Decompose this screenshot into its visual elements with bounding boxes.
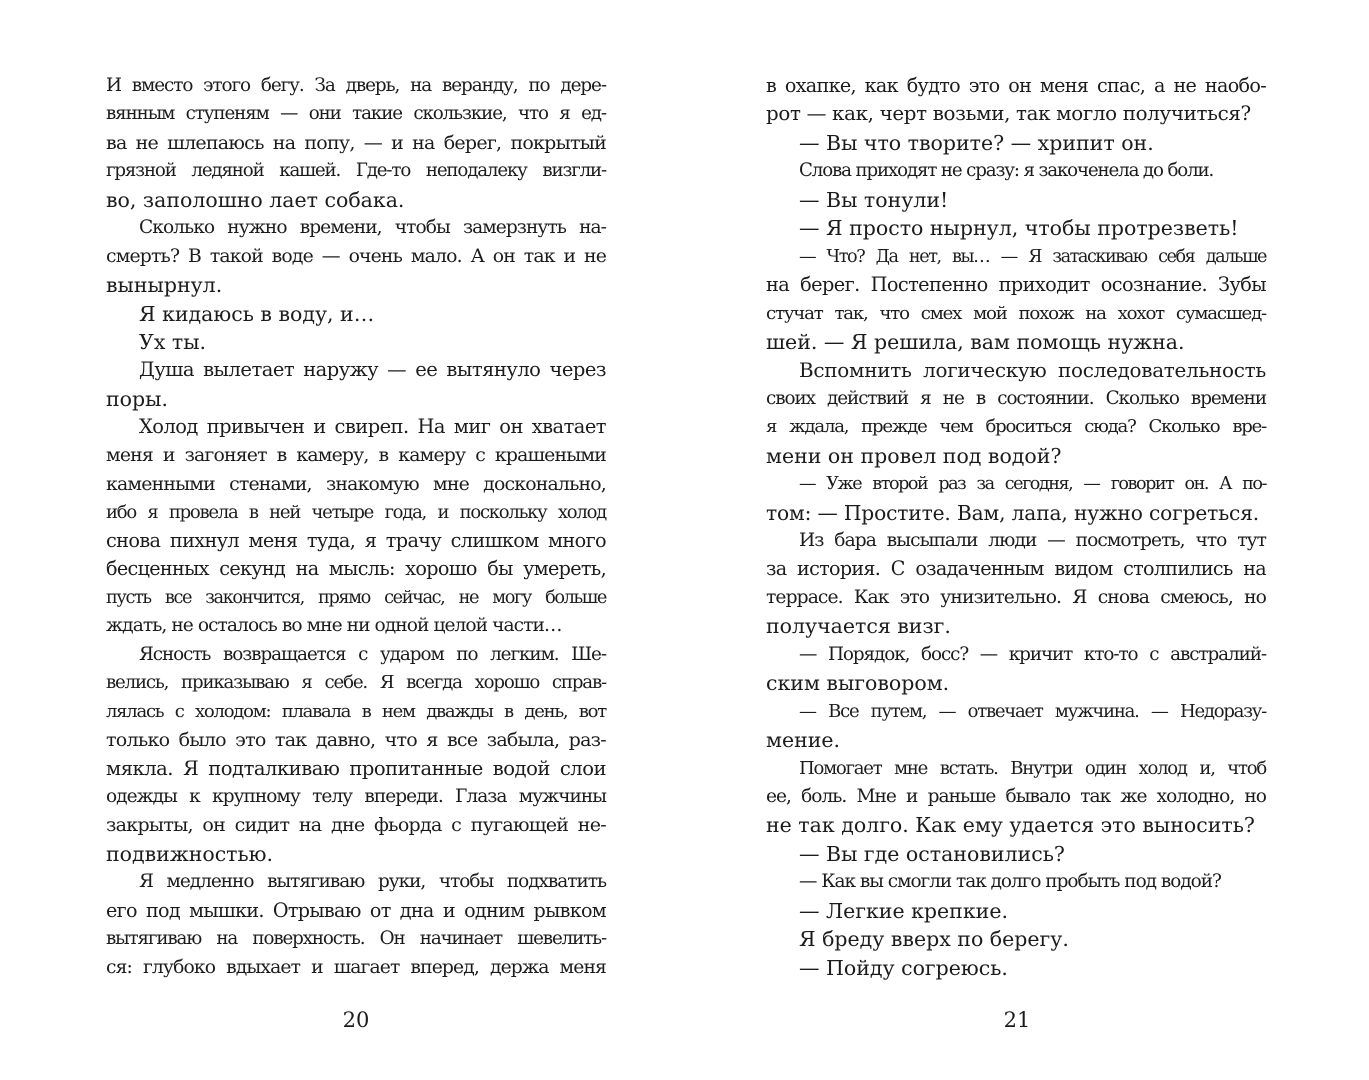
text-line: лялась с холодом: плавала в нем дважды в день, вот (106, 700, 606, 722)
text-line: вынырнул. (106, 273, 223, 298)
text-line: каменными стенами, знакомую мне досконально, (106, 473, 606, 496)
right-page (766, 72, 1266, 982)
right-page-number: 21 (1003, 1008, 1031, 1032)
text-line: ждать, не осталось во мне ни одной целой части… (106, 615, 562, 637)
text-line: Я бреду вверх по берегу. (799, 927, 1069, 952)
text-line: мение. (766, 728, 841, 753)
text-line: террасе. Как это унизительно. Я снова смеюсь, но (766, 586, 1266, 608)
text-line: мякла. Я подталкиваю пропитанные водой слои (106, 756, 606, 780)
text-line: Помогает мне встать. Внутри один холод и, чтоб (799, 757, 1266, 779)
text-line: Ух ты. (139, 329, 207, 354)
text-line: Я кидаюсь в воду, и… (139, 301, 375, 326)
text-line: — Уже второй раз за сегодня, — говорит он. А по- (799, 474, 1266, 495)
text-line: Холод привычен и свиреп. На миг он хватает (139, 415, 606, 439)
text-line: Вспомнить логическую последовательность (799, 358, 1266, 383)
text-line: Сколько нужно времени, чтобы замерзнуть на- (139, 217, 606, 239)
text-line: я ждала, прежде чем броситься сюда? Сколько вре- (766, 416, 1266, 438)
text-line: во, заполошно лает собака. (106, 187, 405, 212)
text-line: подвижностью. (106, 841, 274, 866)
text-line: Я медленно вытягиваю руки, чтобы подхватить (139, 871, 606, 893)
text-line: получается визг. (766, 614, 951, 639)
text-line: Душа вылетает наружу — ее вытянуло через (139, 358, 606, 382)
text-line: грязной ледяной кашей. Где-то неподалеку визгли- (106, 160, 606, 182)
text-line: — Что? Да нет, вы… — Я затаскиваю себя дальше (799, 246, 1266, 267)
text-line: ся: глубоко вдыхает и шагает вперед, держа меня (106, 956, 606, 978)
text-line: меня и загоняет в камеру, в камеру с крашеными (106, 444, 606, 466)
text-line: смерть? В такой воде — очень мало. А он так и не (106, 245, 606, 267)
text-line: закрыты, он сидит на дне фьорда с пугающей не- (106, 814, 606, 837)
text-line: Слова приходят не сразу: я закоченела до боли. (799, 160, 1214, 182)
text-line: вянным ступеням — они такие скользкие, что я ед- (106, 103, 606, 125)
text-line: бесценных секунд на мысль: хорошо бы умереть, (106, 557, 606, 581)
text-line: — Я просто нырнул, чтобы протрезветь! (799, 216, 1239, 241)
text-line: за история. С озадаченным видом столпились на (766, 557, 1266, 581)
text-line: — Легкие крепкие. (799, 898, 1008, 923)
text-line: — Порядок, босс? — кричит кто-то с австралий- (799, 643, 1266, 665)
text-line: пусть все закончится, прямо сейчас, не могу больше (106, 587, 606, 608)
left-page (106, 72, 606, 982)
text-line: ибо я провела в ней четыре года, и поскольку холод (106, 501, 606, 523)
text-line: шей. — Я решила, вам помощь нужна. (766, 329, 1185, 354)
left-page-number: 20 (342, 1008, 370, 1032)
text-line: — Вы где остановились? (799, 841, 1065, 866)
text-line: том: — Простите. Вам, лапа, нужно согреться. (766, 500, 1260, 525)
text-line: не так долго. Как ему удается это выносить? (766, 813, 1255, 838)
text-line: ва не шлепаюсь на попу, — и на берег, покрытый (106, 131, 606, 154)
text-line: вытягиваю на поверхность. Он начинает шевелить- (106, 928, 606, 950)
text-line: — Вы что творите? — хрипит он. (799, 130, 1154, 155)
text-line: ским выговором. (766, 671, 950, 696)
text-line: поры. (106, 386, 168, 411)
text-line: стучат так, что смех мой похож на хохот сумасшед- (766, 302, 1266, 324)
text-line: в охапке, как будто это он меня спас, а не наобо- (766, 74, 1266, 97)
text-line: одежды к крупному телу впереди. Глаза мужчины (106, 785, 606, 807)
text-line: велись, приказываю я себе. Я всегда хорошо справ- (106, 672, 606, 694)
text-line: на берег. Постепенно приходит осознание. Зубы (766, 273, 1266, 297)
text-line: И вместо этого бегу. За дверь, на веранду, по дере- (106, 75, 606, 96)
text-line: рот — как, черт возьми, так могло получиться? (766, 102, 1251, 126)
text-line: только было это так давно, что я все забыла, раз- (106, 729, 606, 752)
text-line: Ясность возвращается с ударом по легким. Ше- (139, 643, 606, 665)
text-line: Из бара высыпали люди — посмотреть, что тут (799, 530, 1266, 551)
text-line: — Пойду согреюсь. (799, 955, 1008, 980)
text-line: снова пихнул меня туда, я трачу слишком много (106, 529, 606, 552)
text-line: мени он провел под водой? (766, 443, 1062, 468)
text-line: — Все путем, — отвечает мужчина. — Недоразу- (799, 700, 1266, 722)
text-line: ее, боль. Мне и раньше бывало так же холодно, но (766, 785, 1266, 807)
text-line: своих действий я не в состоянии. Сколько времени (766, 387, 1266, 409)
text-line: его под мышки. Отрываю от дна и одним рывком (106, 898, 606, 922)
text-line: — Вы тонули! (799, 187, 949, 212)
text-line: — Как вы смогли так долго пробыть под водой? (799, 871, 1221, 893)
